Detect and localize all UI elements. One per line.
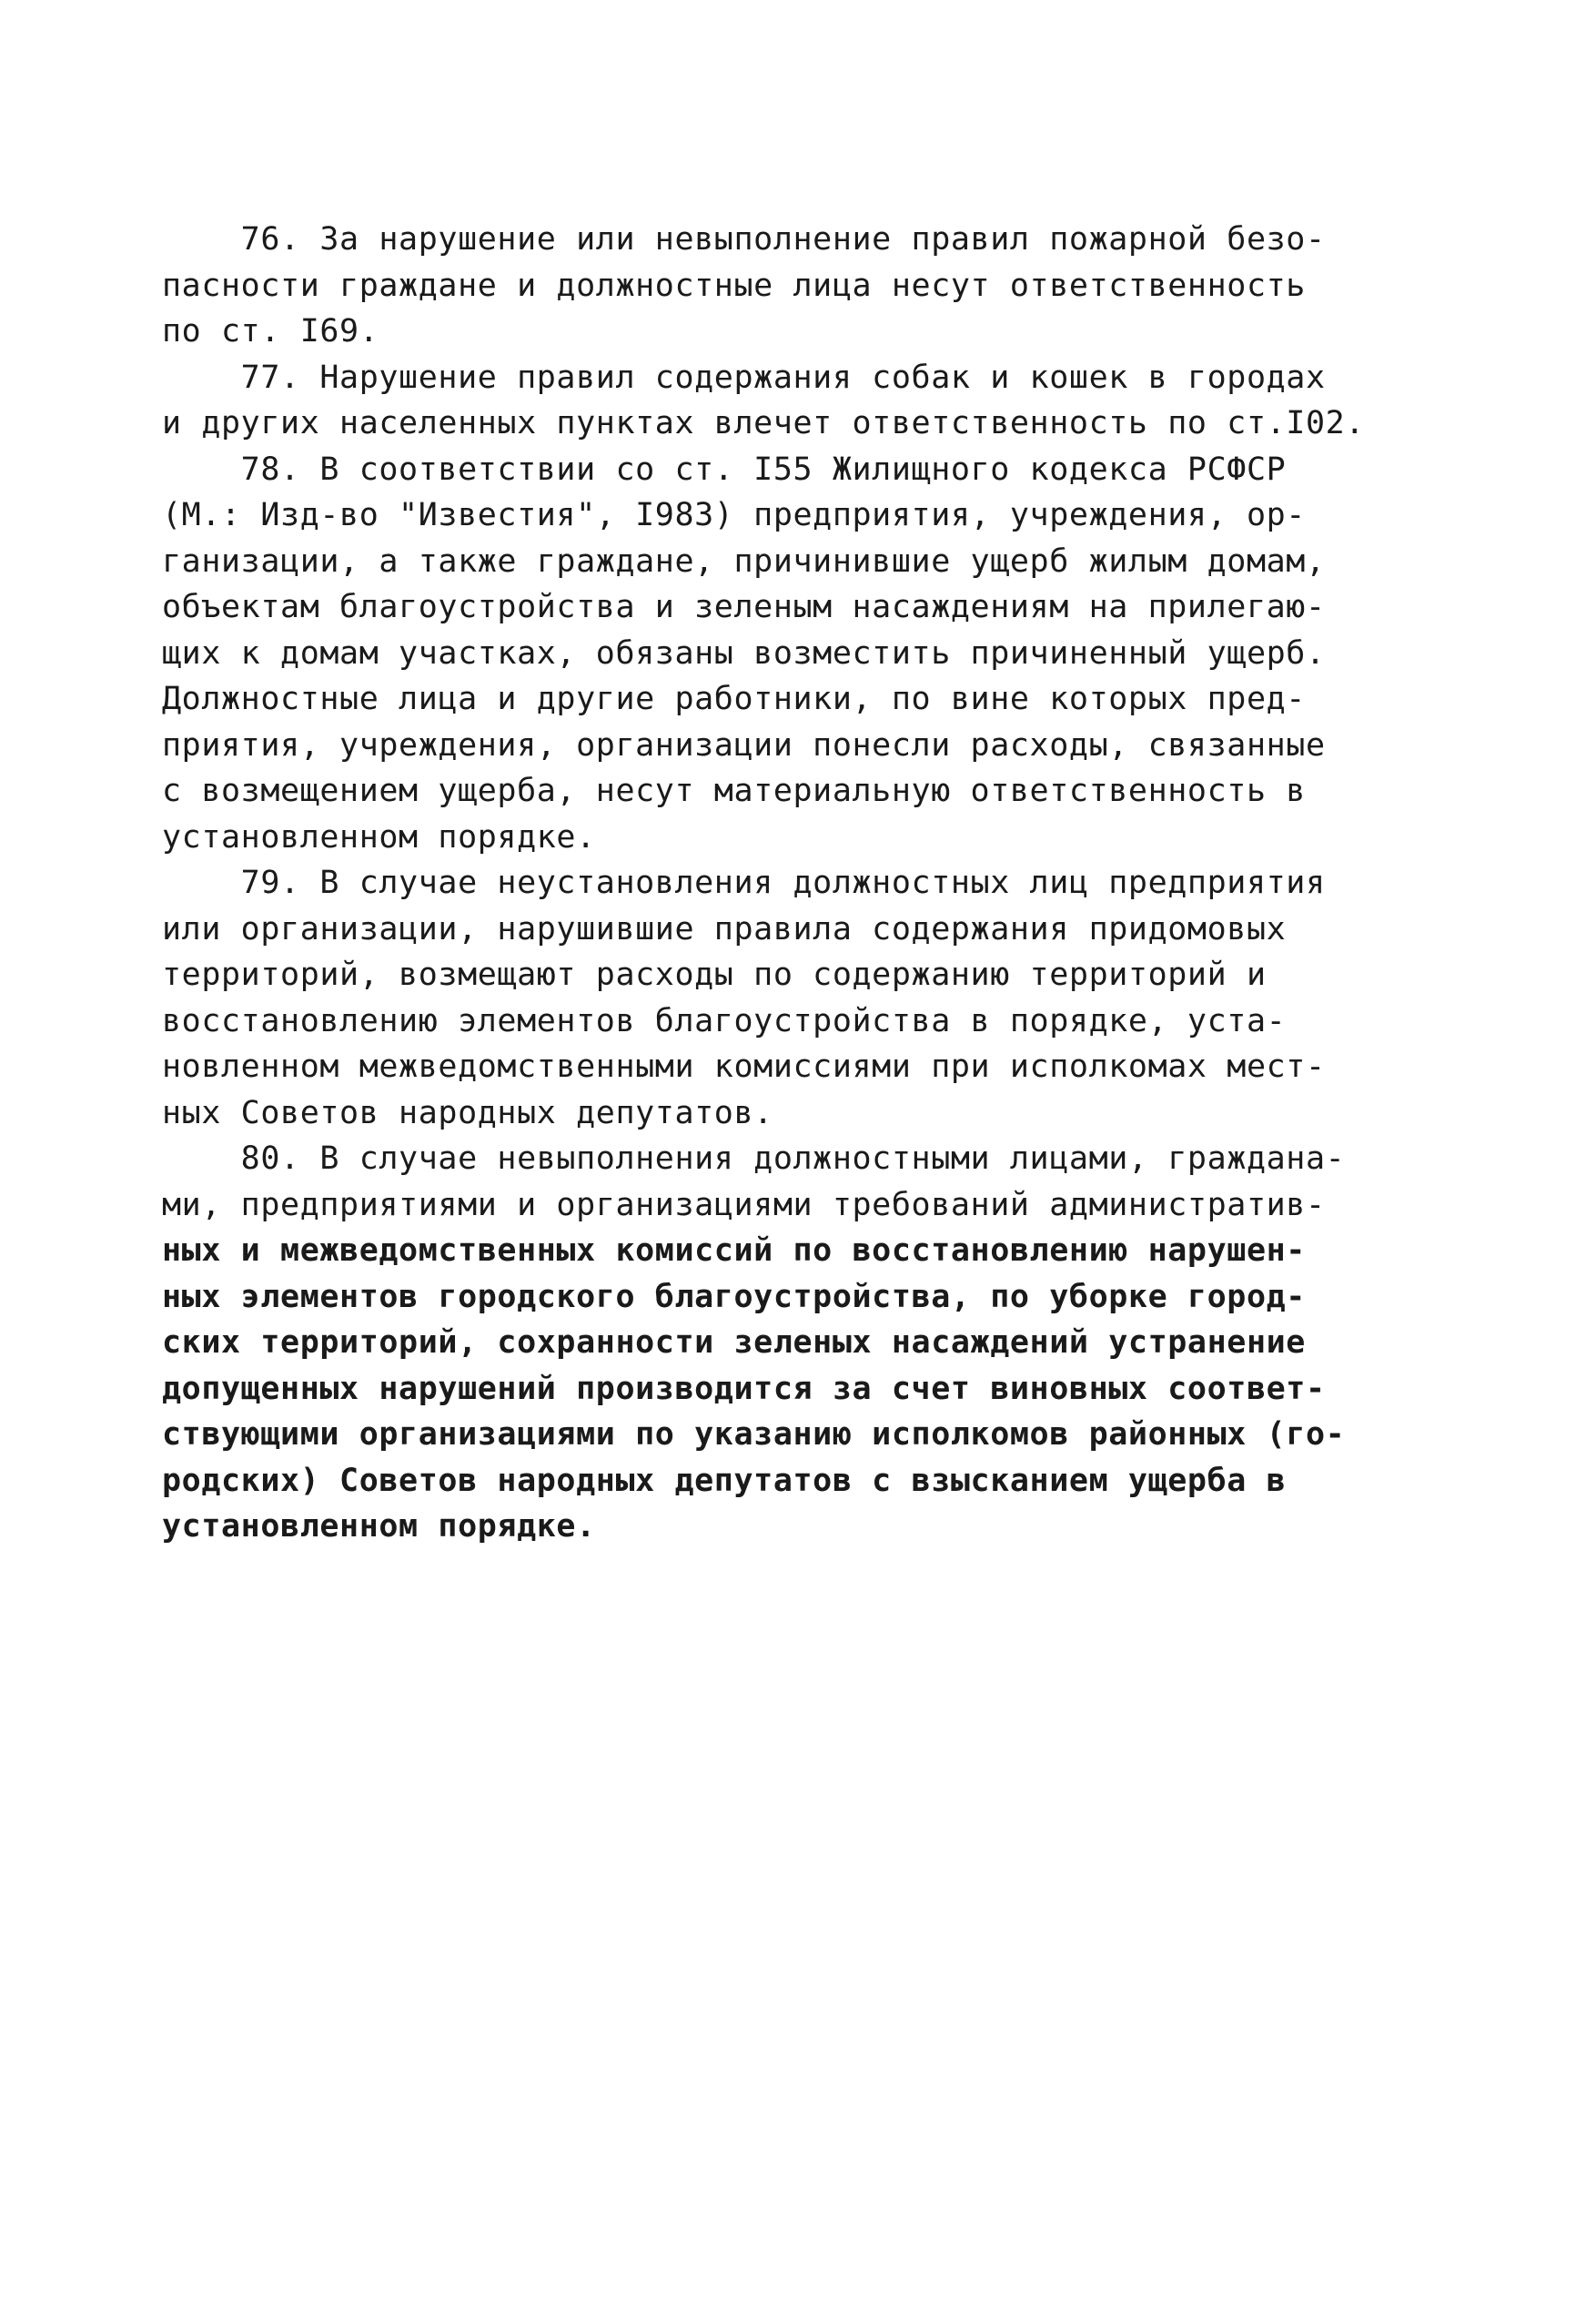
text-line: пасности граждане и должностные лица несут ответственность bbox=[162, 267, 1306, 304]
text-line: приятия, учреждения, организации понесли расходы, связанные bbox=[162, 726, 1326, 764]
text-line-p77: 77. Нарушение правил содержания собак и кошек в городах bbox=[162, 359, 1326, 396]
text-line-p78: 78. В соответствии со ст. I55 Жилищного кодекса РСФСР bbox=[162, 451, 1287, 488]
text-line: ных Советов народных депутатов. bbox=[162, 1094, 773, 1131]
text-line: и других населенных пунктах влечет ответственность по ст.I02. bbox=[162, 405, 1365, 441]
text-line: территорий, возмещают расходы по содержанию территорий и bbox=[162, 957, 1267, 993]
text-line: ганизации, а также граждане, причинившие ущерб жилым домам, bbox=[162, 542, 1326, 580]
text-line-p80: 80. В случае невыполнения должностными лицами, граждана- bbox=[162, 1140, 1346, 1177]
text-line: объектам благоустройства и зеленым насаждениям на прилегаю- bbox=[162, 589, 1326, 625]
text-line: допущенных нарушений производится за счет виновных соответ- bbox=[162, 1370, 1326, 1407]
text-line: установленном порядке. bbox=[162, 818, 596, 856]
text-line-p76: 76. За нарушение или невыполнение правил пожарной безо- bbox=[162, 221, 1326, 258]
document-text bbox=[162, 217, 1365, 1550]
text-line-p79: 79. В случае неустановления должностных лиц предприятия bbox=[162, 865, 1326, 901]
text-line: ных и межведомственных комиссий по восстановлению нарушен- bbox=[162, 1232, 1306, 1269]
text-line: или организации, нарушившие правила содержания придомовых bbox=[162, 910, 1287, 947]
text-line: ствующими организациями по указанию исполкомов районных (го- bbox=[162, 1416, 1346, 1453]
text-line: новленном межведомственными комиссиями при исполкомах мест- bbox=[162, 1049, 1326, 1085]
text-line: ских территорий, сохранности зеленых насаждений устранение bbox=[162, 1324, 1306, 1361]
text-line: ных элементов городского благоустройства, по уборке город- bbox=[162, 1278, 1306, 1315]
text-line: щих к домам участках, обязаны возместить причиненный ущерб. bbox=[162, 634, 1326, 672]
text-line: ми, предприятиями и организациями требований административ- bbox=[162, 1186, 1326, 1223]
text-line: восстановлению элементов благоустройства в порядке, уста- bbox=[162, 1002, 1287, 1039]
text-line: установленном порядке. bbox=[162, 1508, 596, 1545]
text-line: по ст. I69. bbox=[162, 313, 379, 350]
text-line: (М.: Изд-во "Известия", I983) предприятия, учреждения, ор- bbox=[162, 497, 1306, 533]
text-line: родских) Советов народных депутатов с взысканием ущерба в bbox=[162, 1462, 1287, 1499]
text-line: с возмещением ущерба, несут материальную ответственность в bbox=[162, 773, 1306, 809]
text-line: Должностные лица и другие работники, по вине которых пред- bbox=[162, 681, 1306, 717]
